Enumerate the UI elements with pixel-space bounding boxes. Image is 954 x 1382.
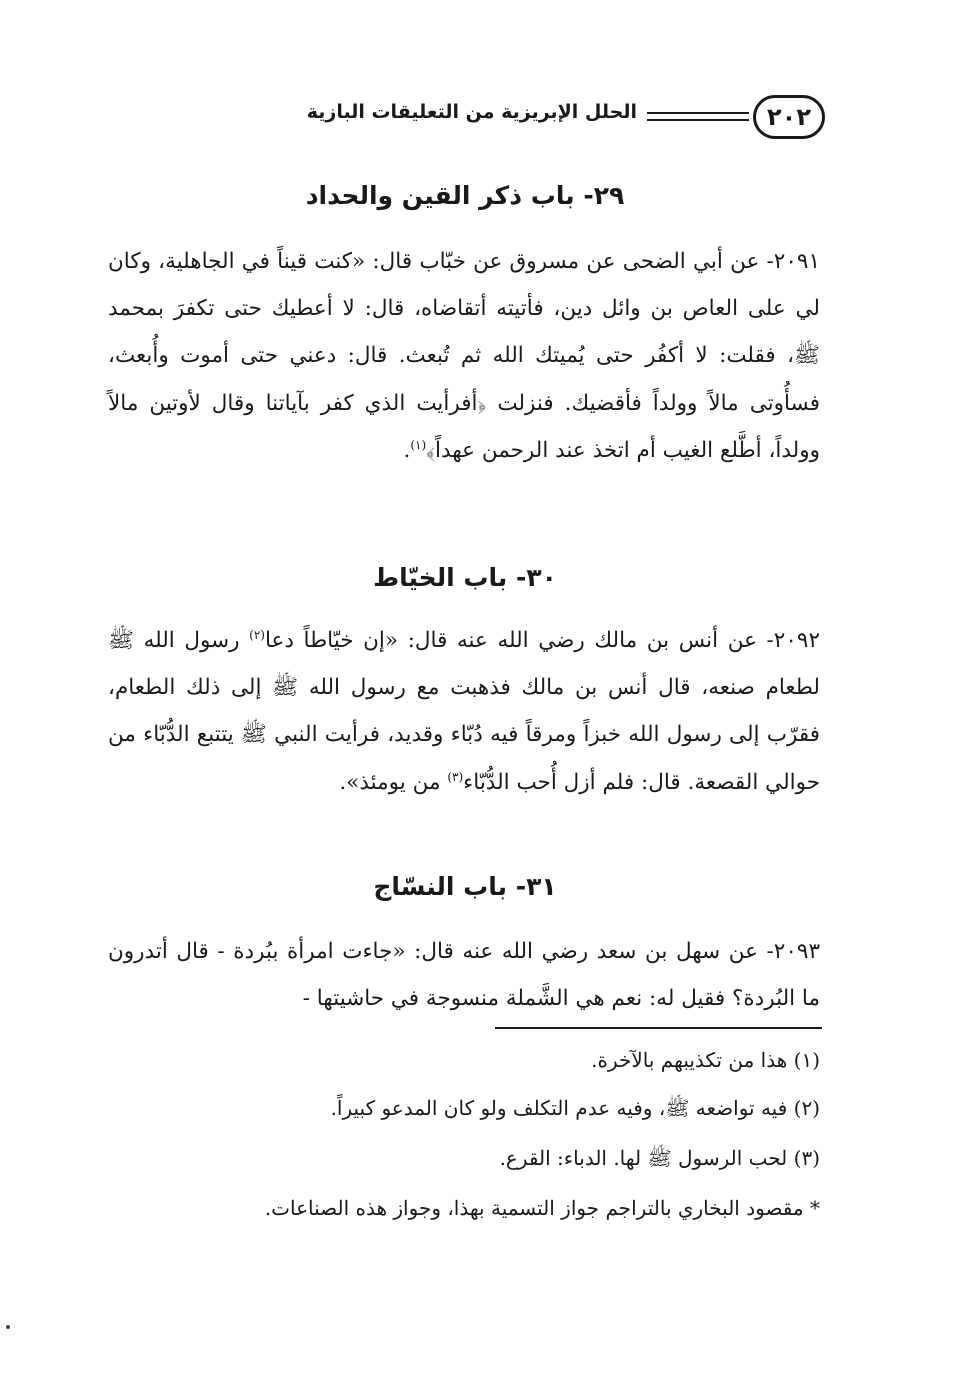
scan-speck xyxy=(6,1325,10,1329)
header-divider xyxy=(647,112,749,121)
book-title: الحلل الإبريزية من التعليقات البازية xyxy=(306,101,637,123)
hadith-2093 xyxy=(108,928,820,1022)
hadith-text-cont: رسول الله ﷺ لطعام صنعه، قال أنس بن مالك فذهبت مع رسول الله ﷺ إلى ذلك الطعام، فقرّب إلى رسول الله خبزاً ومرقاً فيه دُبّاء وقديد، فرأيت النبي ﷺ يتتبع الدُّبّاء من حوالي القصعة. قال: فلم أزل أُحب الدُّبّاء xyxy=(108,628,820,795)
section-heading-29: ٢٩- باب ذكر القين والحداد xyxy=(305,181,625,210)
hadith-text: ٢٠٩١- عن أبي الضحى عن مسروق عن خبّاب قال: «كنت قيناً في الجاهلية، وكان لي على العاص بن وائل دين، فأتيته أتقاضاه، قال: لا أعطيك حتى تكفرَ بمحمد ﷺ، فقلت: لا أكفُر حتى يُميتك الله ثم تُبعث. قال: دعني حتى أموت وأُبعث، فسأُوتى مالاً وولداً فأقضيك. فنزلت ﴿أفرأيت الذي كفر بآياتنا وقال لأوتين مالاً وولداً، أطَّلع الغيب أم اتخذ عند الرحمن عهداً﴾ xyxy=(108,249,820,463)
editorial-note: * مقصود البخاري بالتراجم جواز التسمية بهذا، وجواز هذه الصناعات. xyxy=(264,1196,820,1220)
page-number: ٢٠٢ xyxy=(753,95,825,139)
hadith-end: من يومئذ». xyxy=(339,769,448,795)
running-header xyxy=(105,95,825,143)
hadith-2091 xyxy=(108,238,820,474)
section-heading-31: ٣١- باب النسّاج xyxy=(373,872,557,901)
footnote-ref-2: (٢) xyxy=(249,627,265,642)
footnote-ref-3: (٣) xyxy=(447,769,464,784)
footnote-2: (٢) فيه تواضعه ﷺ، وفيه عدم التكلف ولو كان المدعو كبيراً. xyxy=(330,1096,820,1120)
hadith-2092 xyxy=(108,617,820,806)
footnote-divider xyxy=(495,1027,822,1029)
footnote-3: (٣) لحب الرسول ﷺ لها. الدباء: القرع. xyxy=(499,1146,820,1170)
hadith-end: . xyxy=(403,437,411,463)
hadith-text: ٢٠٩٣- عن سهل بن سعد رضي الله عنه قال: «جاءت امرأة ببُردة - قال أتدرون ما البُردة؟ فقيل له: نعم هي الشَّملة منسوجة في حاشيتها - xyxy=(108,939,820,1012)
footnote-1: (١) هذا من تكذيبهم بالآخرة. xyxy=(591,1048,820,1072)
section-heading-30: ٣٠- باب الخيّاط xyxy=(373,563,557,592)
footnote-ref-1: (١) xyxy=(410,437,427,452)
hadith-text: ٢٠٩٢- عن أنس بن مالك رضي الله عنه قال: «إن خيّاطاً دعا xyxy=(264,628,820,653)
